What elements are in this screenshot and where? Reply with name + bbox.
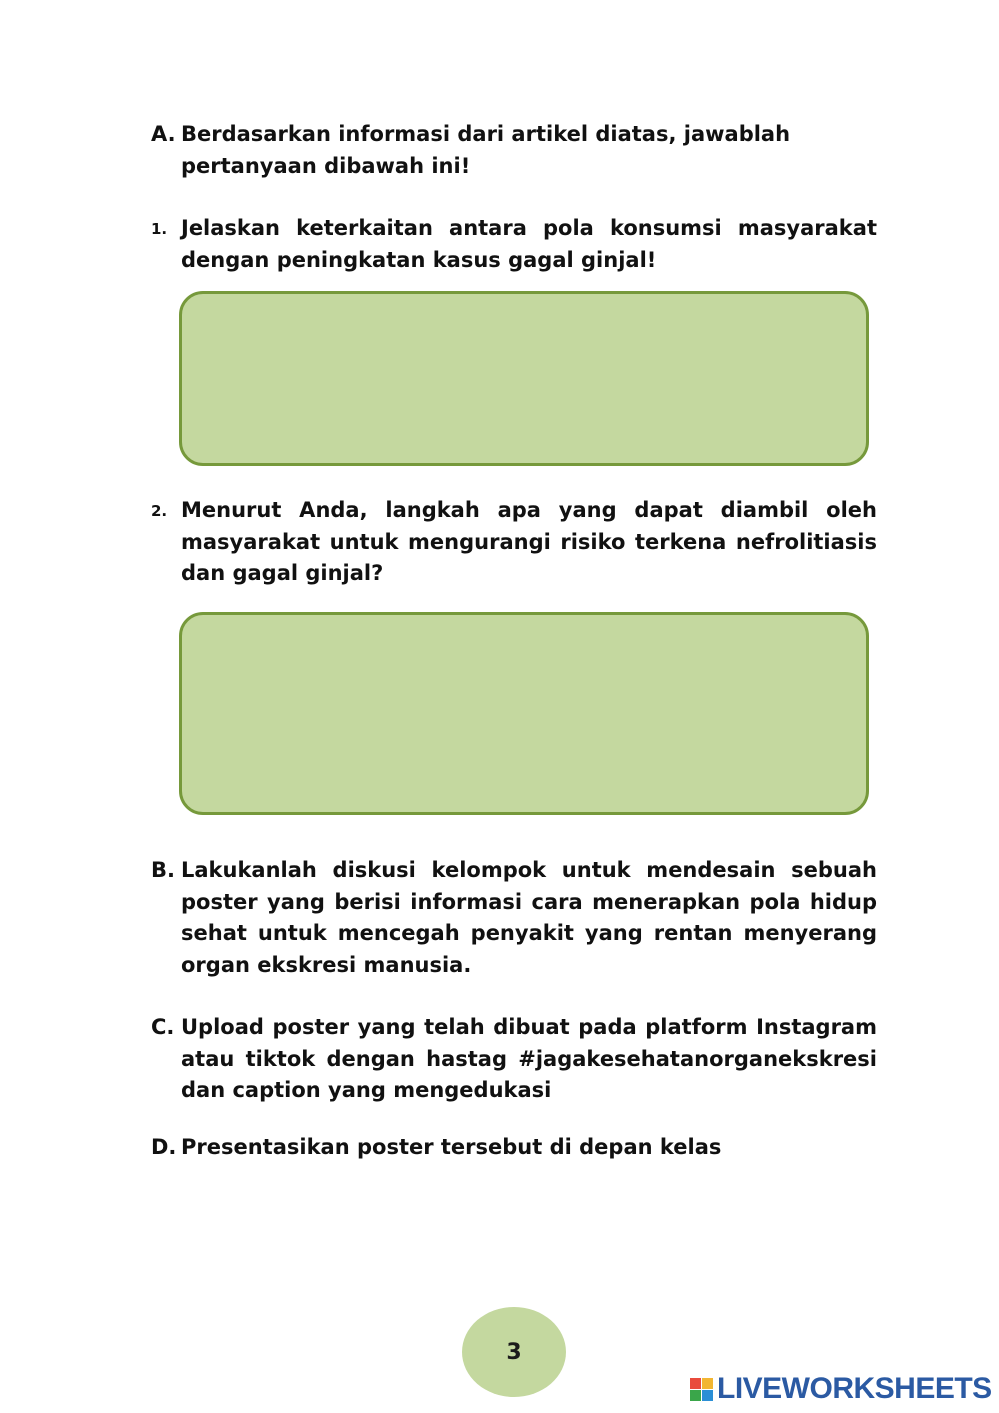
section-marker: D. — [151, 1135, 177, 1159]
section-c — [151, 1012, 877, 1107]
section-d-text: Presentasikan poster tersebut di depan kelas — [181, 1135, 722, 1159]
question-1-text: Jelaskan keterkaitan antara pola konsumsi masyarakat dengan peningkatan kasus gagal ginjal! — [181, 216, 877, 272]
answer-box-1[interactable] — [179, 291, 869, 466]
section-d — [151, 1132, 877, 1164]
question-2-text: Menurut Anda, langkah apa yang dapat diambil oleh masyarakat untuk mengurangi risiko terkena nefrolitiasis dan gagal ginjal? — [181, 498, 877, 585]
question-number: 1. — [151, 220, 168, 238]
section-a-text: Berdasarkan informasi dari artikel diatas, jawablah pertanyaan dibawah ini! — [181, 122, 791, 178]
section-marker: B. — [151, 858, 175, 882]
section-b-text: Lakukanlah diskusi kelompok untuk mendesain sebuah poster yang berisi informasi cara menerapkan pola hidup sehat untuk mencegah penyakit yang rentan menyerang organ ekskresi manusia. — [181, 858, 877, 977]
brand-name: LIVEWORKSHEETS — [717, 1372, 992, 1405]
liveworksheets-logo-icon — [690, 1378, 713, 1401]
answer-box-2[interactable] — [179, 612, 869, 815]
section-marker: C. — [151, 1015, 175, 1039]
question-2 — [151, 495, 877, 590]
question-1 — [151, 213, 877, 276]
section-a — [151, 119, 877, 182]
section-marker: A. — [151, 122, 176, 146]
liveworksheets-logo — [690, 1372, 992, 1406]
section-c-text: Upload poster yang telah dibuat pada platform Instagram atau tiktok dengan hastag #jagakesehatanorganekskresi dan caption yang mengedukasi — [181, 1015, 877, 1102]
page-number: 3 — [462, 1307, 566, 1397]
question-number: 2. — [151, 502, 168, 520]
section-b — [151, 855, 877, 981]
